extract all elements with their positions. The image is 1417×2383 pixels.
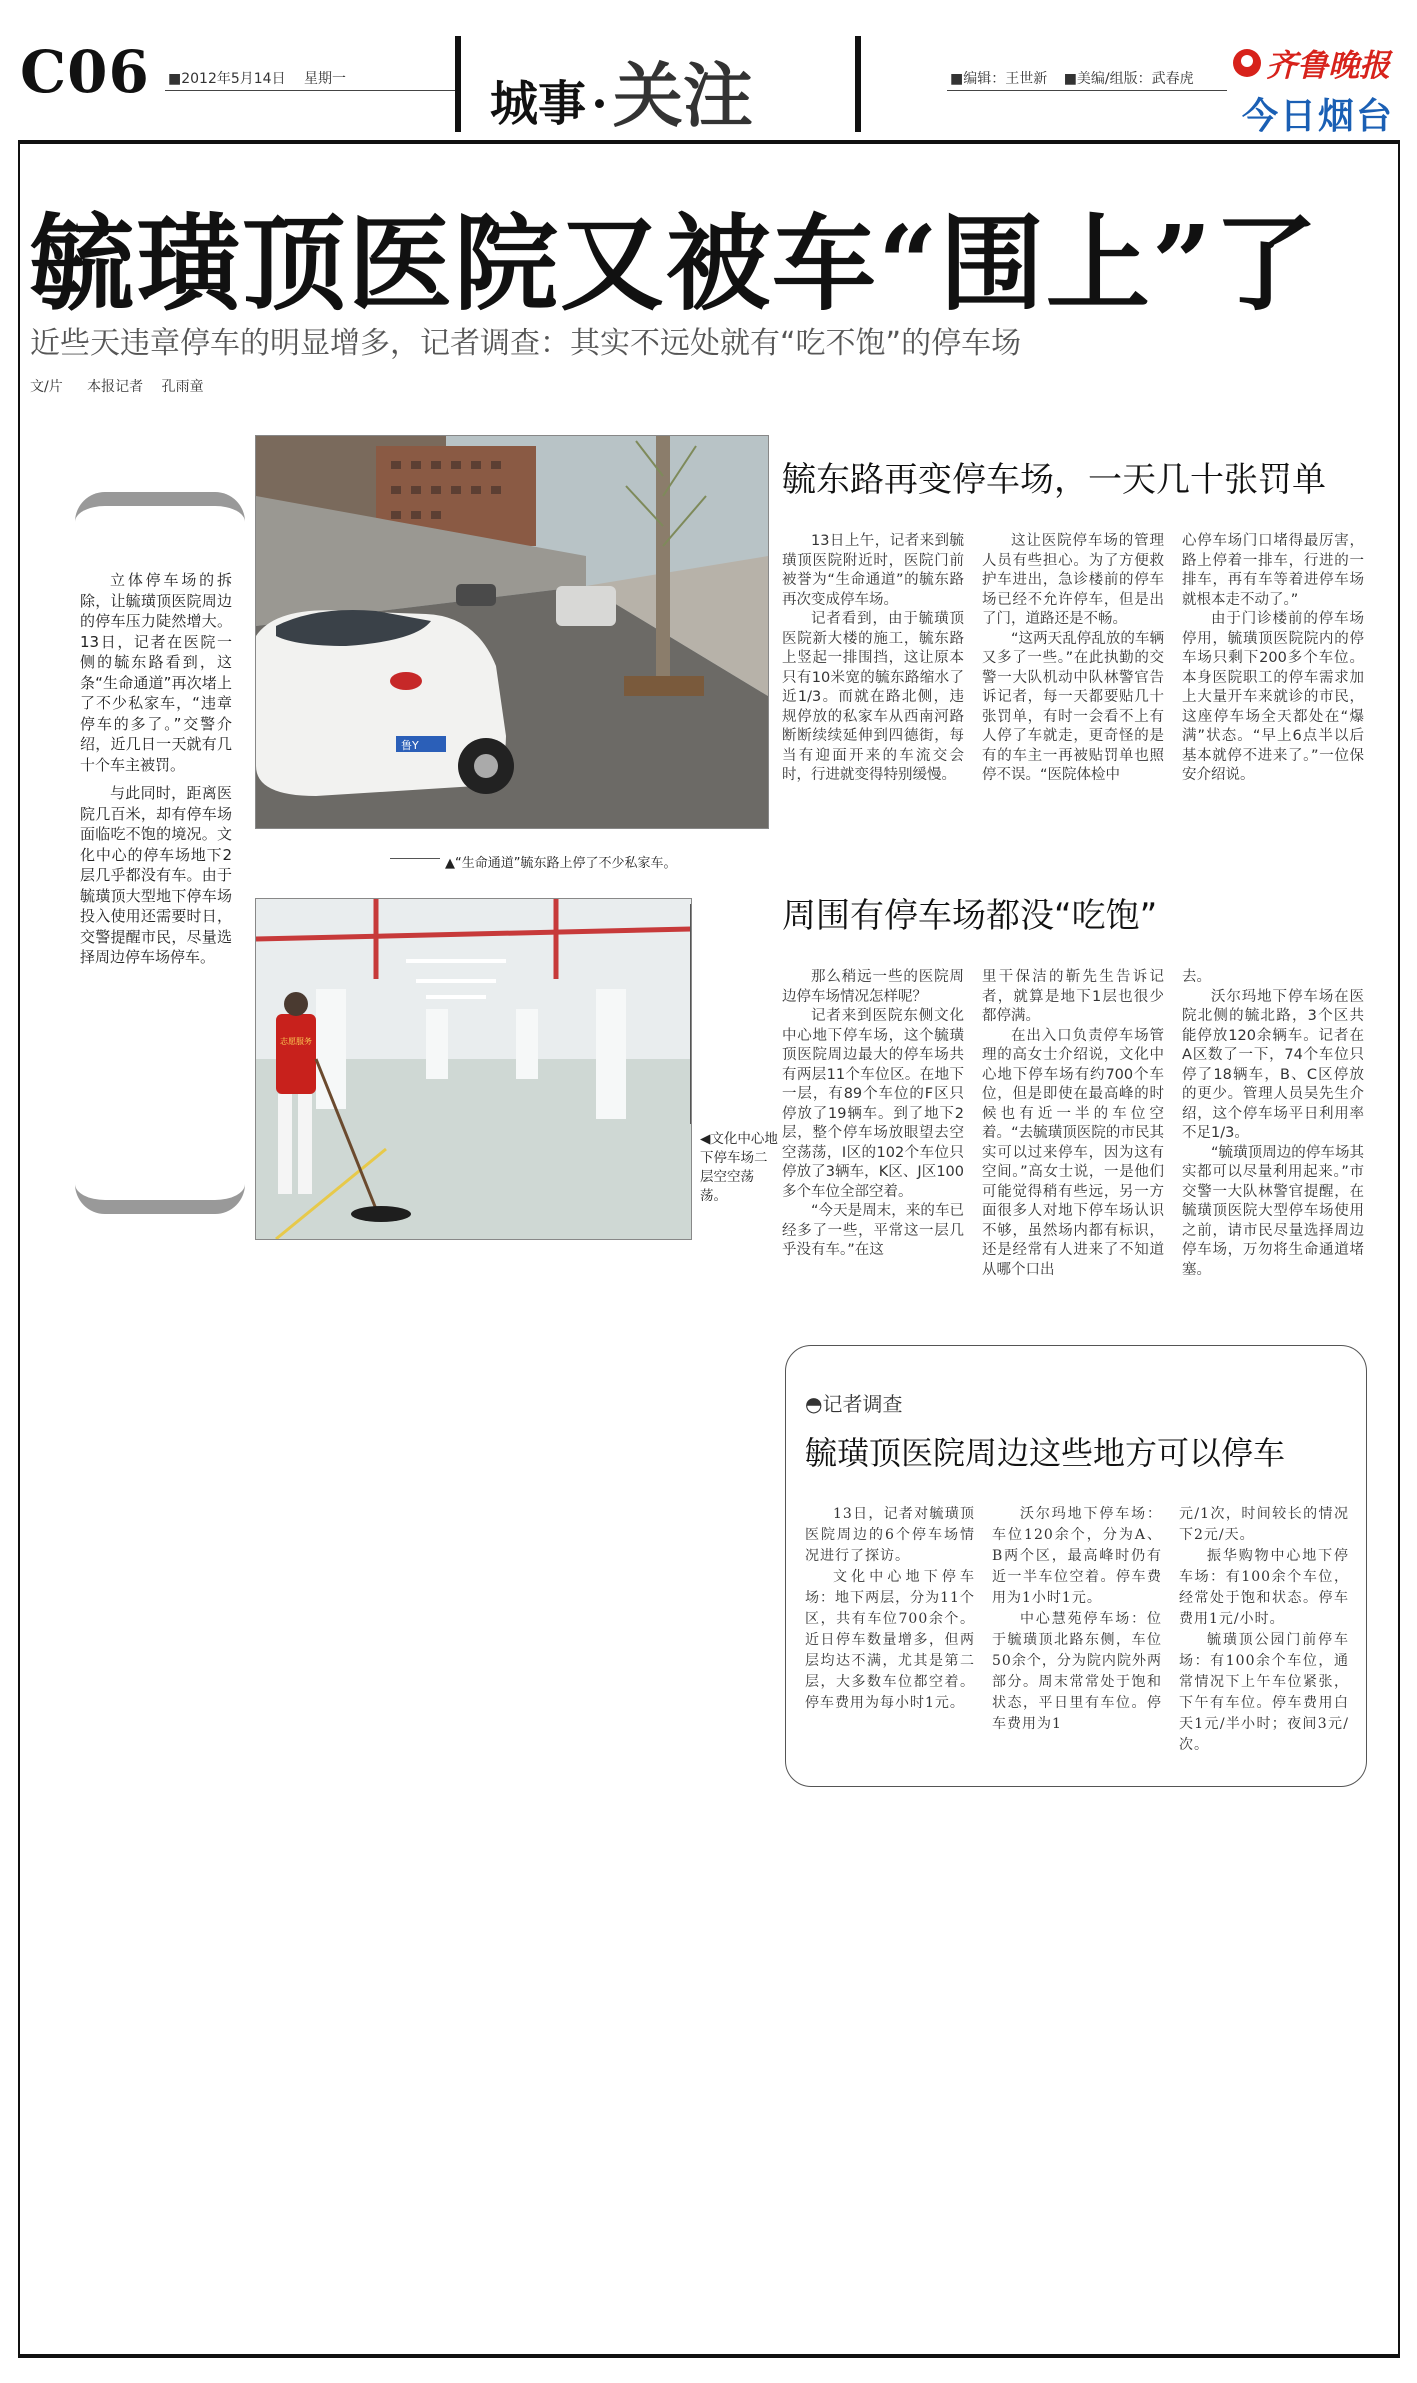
intro-paragraph: 立体停车场的拆除，让毓璜顶医院周边的停车压力陡然增大。13日，记者在医院一侧的毓东路看到，这条“生命通道”再次堵上了不少私家车，“违章停车的多了。”交警介绍，近几日一天就有几十个车主被罚。: [80, 571, 232, 774]
body-paragraph: 记者看到，由于毓璜顶医院新大楼的施工，毓东路上竖起一排围挡，这让原本只有10米宽的毓东路缩水了近1/3。而就在路北侧，违规停放的私家车从西南河路断断续续延伸到四德街，每当有迎面开来的车流交会时，行进就变得特别缓慢。: [782, 611, 964, 783]
header-rule-left: [165, 90, 455, 91]
body-paragraph: “这两天乱停乱放的车辆又多了一些。”在此执勤的交警一大队机动中队林警官告诉记者，每一天都要贴几十张罚单，有时一会看不上有人停了车就走，更奇怪的是有的车主一再被贴罚单也照停不误。“医院体检中: [982, 630, 1164, 783]
intro-bracket-top: [75, 492, 245, 546]
byline-role: 文/片: [30, 379, 63, 395]
body-paragraph: “毓璜顶周边的停车场其实都可以尽量利用起来。”市交警一大队林警官提醒，在毓璜顶医院大型停车场使用之前，请市民尽量选择周边停车场，万勿将生命通道堵塞。: [1182, 1144, 1364, 1278]
frame-bottom: [18, 2354, 1400, 2358]
section2-title: 周围有停车场都没“吃饱”: [782, 896, 1158, 936]
header-rule-right: [947, 90, 1227, 91]
section-title-dot: ·: [591, 76, 608, 132]
section1-title: 毓东路再变停车场，一天几十张罚单: [782, 460, 1326, 500]
box-paragraph: 13日，记者对毓璜顶医院周边的6个停车场情况进行了探访。: [805, 1506, 975, 1564]
subheadline: 近些天违章停车的明显增多，记者调查：其实不远处就有“吃不饱”的停车场: [30, 326, 1022, 361]
box-paragraph: 中心慧苑停车场：位于毓璜顶北路东侧，车位50余个，分为院内院外两部分。周末常常处于饱和状态，平日里有车位。停车费用为1: [992, 1611, 1162, 1732]
section1-col-3: [1182, 532, 1364, 786]
section2-col-2: [982, 968, 1164, 1280]
garage-photo: [255, 898, 692, 1240]
design-text: ■美编/组版：武春虎: [1063, 71, 1194, 87]
photo1-caption: ▲“生命通道”毓东路上停了不少私家车。: [445, 856, 677, 871]
section-title-a: 城事: [490, 76, 587, 132]
edition-name: 今日烟台: [1242, 96, 1395, 137]
header-bar-right: [855, 36, 861, 132]
vest-text: 志愿服务: [280, 1037, 312, 1046]
box-col-3: [1179, 1504, 1349, 1756]
body-paragraph: 沃尔玛地下停车场在医院北侧的毓北路，3个区共能停放120余辆车。记者在A区数了一下，74个车位只停了18辆车，B、C区停放的更少。管理人员吴先生介绍，这个停车场平日利用率不足1/3。: [1182, 988, 1364, 1141]
intro-text: [80, 570, 232, 968]
body-paragraph: 13日上午，记者来到毓璜顶医院附近时，医院门前被誉为“生命通道”的毓东路再次变成停车场。: [782, 533, 964, 608]
byline: [30, 376, 204, 396]
page-number: C06: [20, 38, 150, 106]
box-col-2: [992, 1504, 1162, 1735]
headline: 毓璜顶医院又被车“围上”了: [30, 202, 1320, 325]
brand-name: 齐鲁晚报: [1266, 48, 1391, 84]
body-paragraph: 里干保洁的靳先生告诉记者，就算是地下1层也很少都停满。: [982, 969, 1164, 1024]
date-text: ■2012年5月14日: [168, 71, 286, 87]
section2-col-3: [1182, 968, 1364, 1280]
box-paragraph: 沃尔玛地下停车场：车位120余个，分为A、B两个区，最高峰时仍有近一半车位空着。停车费用为1小时1元。: [992, 1506, 1162, 1606]
body-paragraph: 由于门诊楼前的停车场停用，毓璜顶医院院内的停车场只剩下200多个车位。本身医院职工的停车需求加上大量开车来就诊的市民，这座停车场全天都处在“爆满”状态。“早上6点半以后基本就停不进来了。”一位保安介绍说。: [1182, 611, 1364, 783]
section-title-b: 关注: [612, 54, 753, 137]
editor-text: ■编辑：王世新: [950, 71, 1048, 87]
body-paragraph: 在出入口负责停车场管理的高女士介绍说，文化中心地下停车场有约700个车位，但是即使在最高峰的时候也有近一半的车位空着。“去毓璜顶医院的市民其实可以过来停车，因为这有空间。”高女士说，一是他们可能觉得稍有些远，另一方面很多人对地下停车场认识不够，虽然场内都有标识，还是经常有人进来了不知道从哪个口出: [982, 1027, 1164, 1278]
header-bar-left: [455, 36, 461, 132]
box-paragraph: 文化中心地下停车场：地下两层，分为11个区，共有车位700余个。近日停车数量增多，但两层均达不满，尤其是第二层，大多数车位都空着。停车费用为每小时1元。: [805, 1569, 975, 1711]
street-photo: [255, 435, 769, 829]
photo2-caption: ◀文化中心地下停车场二层空空荡荡。: [700, 1131, 778, 1204]
license-plate: 鲁Y: [401, 739, 419, 752]
frame-left: [18, 140, 20, 2356]
page-top-rule: [18, 140, 1400, 144]
intro-bracket-bottom: [75, 1160, 245, 1214]
section1-col-1: [782, 532, 964, 786]
section2-col-1: [782, 968, 964, 1261]
intro-paragraph: 与此同时，距离医院几百米，却有停车场面临吃不饱的境况。文化中心的停车场地下2层几乎都没有车。由于毓璜顶大型地下停车场投入使用还需要时日，交警提醒市民，尽量选择周边停车场停车。: [80, 784, 232, 966]
frame-right: [1398, 140, 1400, 2356]
body-paragraph: 这让医院停车场的管理人员有些担心。为了方便救护车进出，急诊楼前的停车场已经不允许停车，但是出了门，道路还是不畅。: [982, 533, 1164, 627]
box-paragraph: 毓璜顶公园门前停车场：有100余个车位，通常情况下上午车位紧张，下午有车位。停车费用白天1元/半小时；夜间3元/次。: [1179, 1632, 1349, 1753]
box-paragraph: 元/1次，时间较长的情况下2元/天。: [1179, 1506, 1349, 1543]
garage-scene-illustration: [256, 899, 691, 1239]
body-paragraph: 去。: [1182, 969, 1211, 985]
box-paragraph: 振华购物中心地下停车场：有100余个车位，经常处于饱和状态。停车费用1元/小时。: [1179, 1548, 1349, 1627]
caption-rule-1: [390, 858, 440, 859]
issue-date: [168, 68, 346, 88]
brand-logo: [1233, 40, 1390, 85]
box-title: 毓璜顶医院周边这些地方可以停车: [805, 1434, 1286, 1472]
body-paragraph: “今天是周末，来的车已经多了一些，平常这一层几乎没有车。”在这: [782, 1203, 964, 1258]
section1-col-2: [982, 532, 1164, 786]
body-paragraph: 那么稍远一些的医院周边停车场情况怎样呢？: [782, 969, 964, 1005]
body-paragraph: 心停车场门口堵得最厉害，路上停着一排车，行进的一排车，再有车等着进停车场就根本走不动了。”: [1182, 533, 1364, 608]
brand-circle-icon: [1233, 49, 1261, 77]
body-paragraph: 记者来到医院东侧文化中心地下停车场，这个毓璜顶医院周边最大的停车场共有两层11个车位区。在地下一层，有89个车位的F区只停放了19辆车。到了地下2层，整个停车场放眼望去空空荡荡，I区的102个车位只停放了3辆车，K区、J区100多个车位全部空着。: [782, 1008, 964, 1200]
byline-name: 孔雨童: [161, 379, 204, 395]
street-scene-illustration: [256, 436, 768, 828]
weekday-text: 星期一: [304, 71, 347, 87]
box-col-1: [805, 1504, 975, 1714]
box-label: ◓记者调查: [805, 1392, 903, 1416]
editors: [950, 68, 1194, 88]
caption-rule-2: [690, 904, 691, 1124]
section-title: [490, 40, 753, 141]
byline-reporter: 本报记者: [87, 379, 144, 395]
